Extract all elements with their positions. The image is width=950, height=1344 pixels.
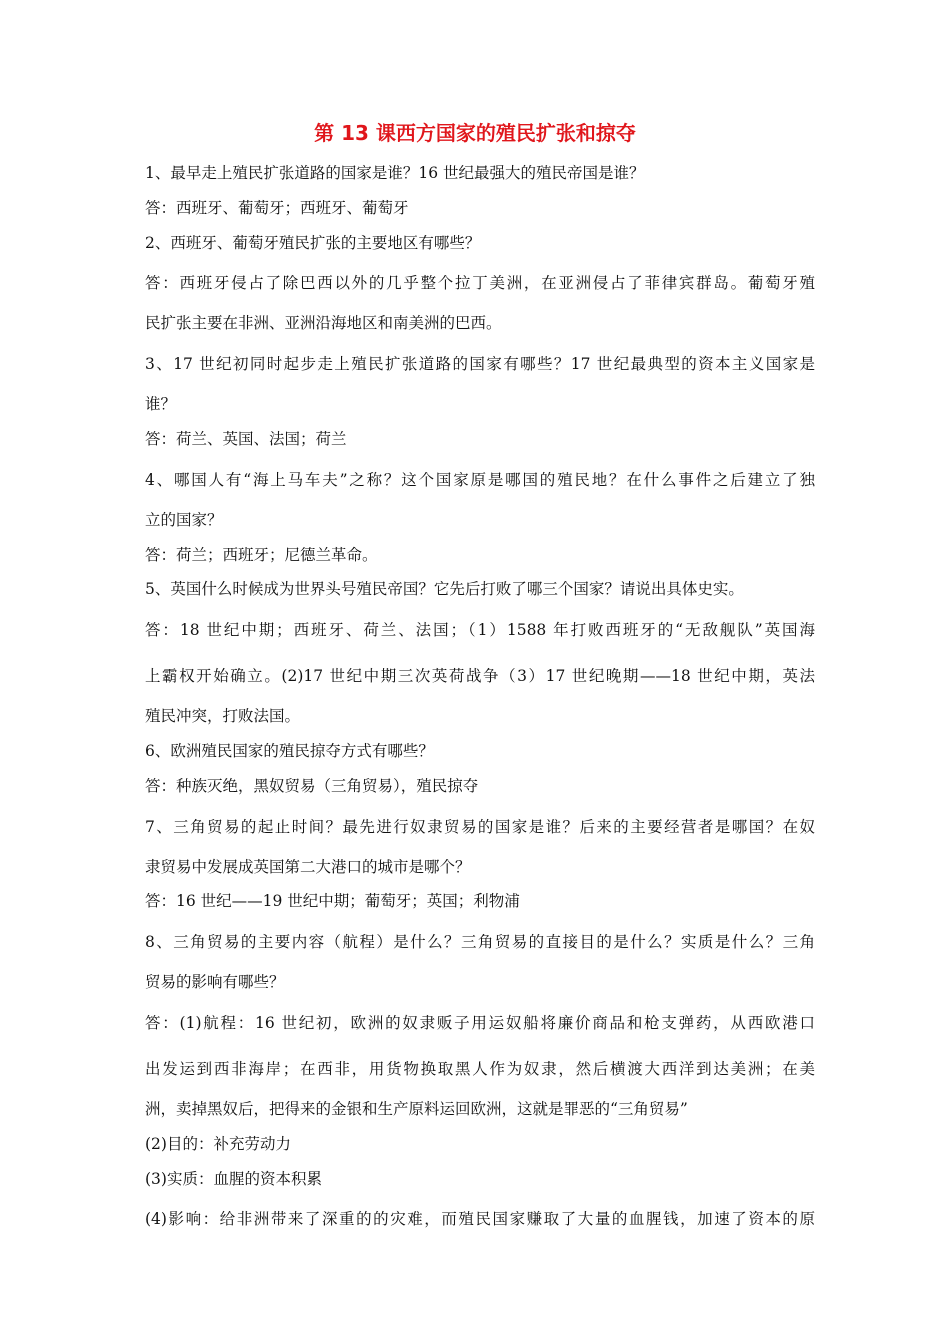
text-line: 答：种族灭绝，黑奴贸易（三角贸易），殖民掠夺 <box>145 776 479 795</box>
document-title: 第 13 课西方国家的殖民扩张和掠夺 <box>314 121 636 145</box>
text-line: 5、英国什么时候成为世界头号殖民帝国？它先后打败了哪三个国家？请说出具体史实。 <box>145 580 744 599</box>
text-line: 殖民冲突，打败法国。 <box>145 707 301 726</box>
text-line: (4)影响：给非洲带来了深重的的灾难，而殖民国家赚取了大量的血腥钱，加速了资本的原 <box>145 1210 815 1229</box>
text-line: 上霸权开始确立。(2)17 世纪中期三次英荷战争（3）17 世纪晚期——18 世纪中期，英法 <box>145 667 815 686</box>
text-line: 答：荷兰；西班牙；尼德兰革命。 <box>145 545 378 564</box>
text-line: 答：西班牙、葡萄牙；西班牙、葡萄牙 <box>145 198 409 217</box>
text-line: 洲，卖掉黑奴后，把得来的金银和生产原料运回欧洲，这就是罪恶的“三角贸易” <box>145 1099 688 1118</box>
text-line: 答：荷兰、英国、法国；荷兰 <box>145 429 347 448</box>
text-line: 民扩张主要在非洲、亚洲沿海地区和南美洲的巴西。 <box>145 314 502 333</box>
text-line: 7、三角贸易的起止时间？最先进行奴隶贸易的国家是谁？后来的主要经营者是哪国？在奴 <box>145 817 815 836</box>
text-line: 谁？ <box>145 395 177 414</box>
text-line: 答：18 世纪中期；西班牙、荷兰、法国；（1）1588 年打败西班牙的“无敌舰队”英国海 <box>145 621 815 640</box>
text-line: 隶贸易中发展成英国第二大港口的城市是哪个？ <box>145 857 471 876</box>
text-line: 3、17 世纪初同时起步走上殖民扩张道路的国家有哪些？17 世纪最典型的资本主义国家是 <box>145 355 815 374</box>
text-line: 6、欧洲殖民国家的殖民掠夺方式有哪些？ <box>145 741 434 760</box>
text-line: 答：16 世纪——19 世纪中期；葡萄牙；英国；利物浦 <box>145 892 520 911</box>
document-body <box>145 156 815 1242</box>
text-line: 答：西班牙侵占了除巴西以外的几乎整个拉丁美洲，在亚洲侵占了菲律宾群岛。葡萄牙殖 <box>145 274 815 293</box>
text-line: 答：(1)航程：16 世纪初，欧洲的奴隶贩子用运奴船将廉价商品和枪支弹药，从西欧港口 <box>145 1013 815 1032</box>
text-line: 4、哪国人有“海上马车夫”之称？这个国家原是哪国的殖民地？在什么事件之后建立了独 <box>145 470 815 489</box>
text-line: 出发运到西非海岸；在西非，用货物换取黑人作为奴隶，然后横渡大西洋到达美洲；在美 <box>145 1059 815 1078</box>
text-line: 立的国家？ <box>145 510 223 529</box>
text-line: 2、西班牙、葡萄牙殖民扩张的主要地区有哪些？ <box>145 233 481 252</box>
text-line: (2)目的：补充劳动力 <box>145 1134 291 1153</box>
text-line: (3)实质：血腥的资本积累 <box>145 1169 322 1188</box>
text-line: 8、三角贸易的主要内容（航程）是什么？三角贸易的直接目的是什么？实质是什么？三角 <box>145 933 815 952</box>
text-line: 贸易的影响有哪些？ <box>145 973 285 992</box>
text-line: 1、最早走上殖民扩张道路的国家是谁？16 世纪最强大的殖民帝国是谁？ <box>145 164 645 182</box>
